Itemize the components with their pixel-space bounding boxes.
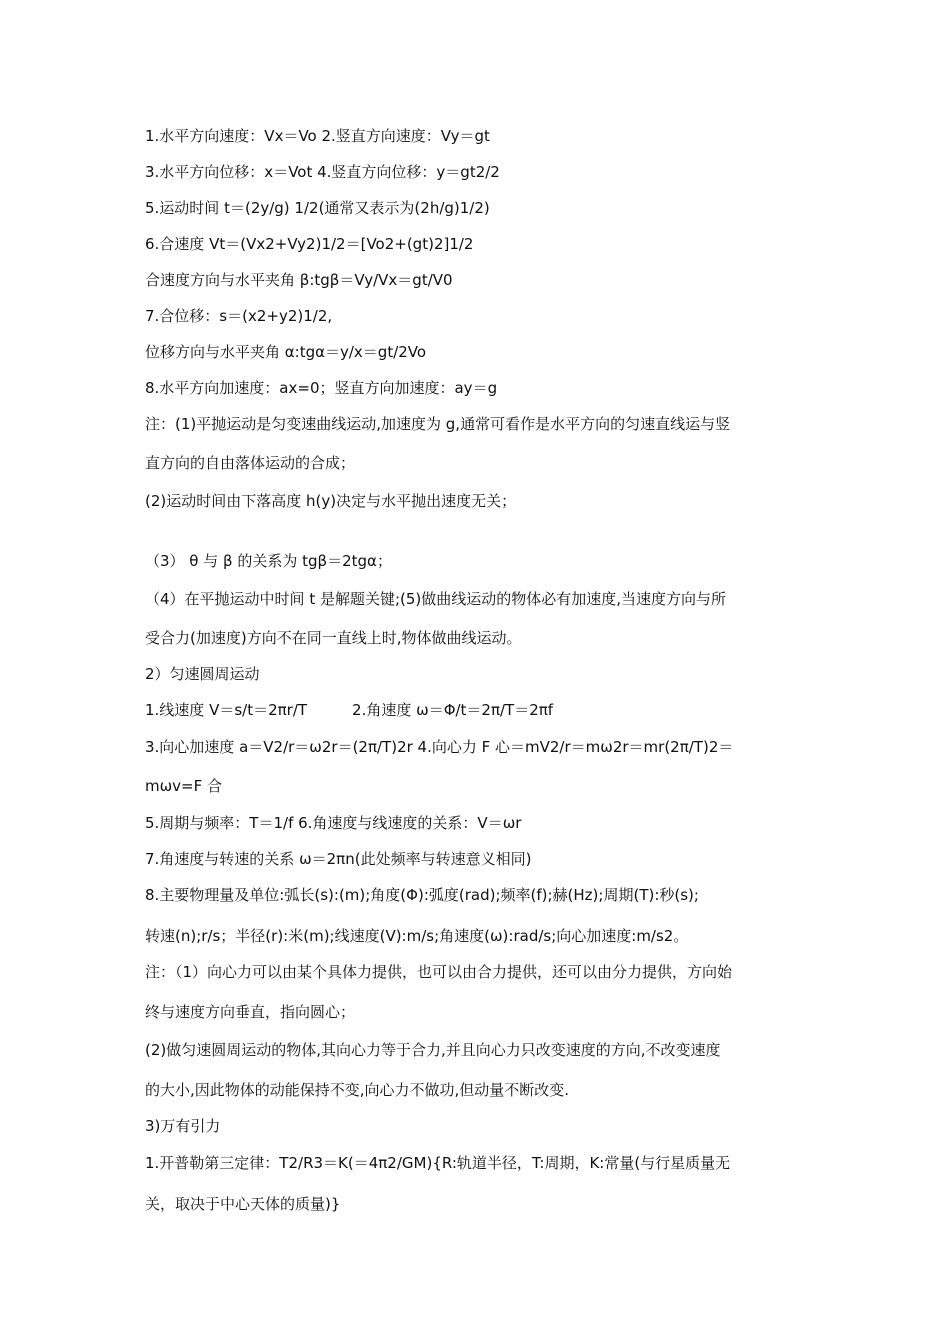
- text-line: 3.水平方向位移：x＝Vot 4.竖直方向位移：y＝gt2/2: [145, 163, 500, 181]
- text-line: (2)做匀速圆周运动的物体,其向心力等于合力,并且向心力只改变速度的方向,不改变速度: [145, 1041, 721, 1059]
- text-line: 转速(n);r/s；半径(r):米(m);线速度(V):m/s;角速度(ω):rad/s;向心加速度:m/s2。: [145, 927, 689, 945]
- text-line: 3)万有引力: [145, 1117, 221, 1135]
- text-line: mωv=F 合: [145, 777, 223, 795]
- text-line: 关，取决于中心天体的质量)}: [145, 1195, 341, 1213]
- text-line: 位移方向与水平夹角 α:tgα＝y/x＝gt/2Vo: [145, 343, 427, 361]
- text-line: 3.向心加速度 a＝V2/r＝ω2r＝(2π/T)2r 4.向心力 F 心＝mV2/r＝mω2r＝mr(2π/T)2＝: [145, 738, 734, 756]
- text-line: 注：(1)平抛运动是匀变速曲线运动,加速度为 g,通常可看作是水平方向的匀速直线运与竖: [145, 415, 731, 433]
- text-line: 1.开普勒第三定律：T2/R3＝K(＝4π2/GM){R:轨道半径，T:周期，K:常量(与行星质量无: [145, 1154, 731, 1172]
- text-line: 受合力(加速度)方向不在同一直线上时,物体做曲线运动。: [145, 629, 522, 647]
- text-line: 注：（1）向心力可以由某个具体力提供，也可以由合力提供，还可以由分力提供，方向始: [145, 963, 733, 981]
- text-line: 5.运动时间 t＝(2y/g) 1/2(通常又表示为(2h/g)1/2): [145, 199, 490, 217]
- text-line: 1.水平方向速度：Vx＝Vo 2.竖直方向速度：Vy＝gt: [145, 127, 490, 145]
- text-line: 终与速度方向垂直，指向圆心；: [145, 1003, 356, 1021]
- text-line: 8.主要物理量及单位:弧长(s):(m);角度(Φ):弧度(rad);频率(f);赫(Hz);周期(T):秒(s);: [145, 886, 699, 904]
- text-line: (2)运动时间由下落高度 h(y)决定与水平抛出速度无关；: [145, 492, 517, 510]
- text-line: 5.周期与频率：T＝1/f 6.角速度与线速度的关系：V＝ωr: [145, 814, 522, 832]
- text-line: 6.合速度 Vt＝(Vx2+Vy2)1/2＝[Vo2+(gt)2]1/2: [145, 235, 474, 253]
- text-line: （4）在平抛运动中时间 t 是解题关键;(5)做曲线运动的物体必有加速度,当速度方向与所: [145, 590, 727, 608]
- text-line: （3） θ 与 β 的关系为 tgβ＝2tgα；: [145, 552, 392, 570]
- text-line: 直方向的自由落体运动的合成；: [145, 454, 356, 472]
- text-line: 7.合位移：s＝(x2+y2)1/2,: [145, 307, 333, 325]
- text-line: 2）匀速圆周运动: [145, 665, 260, 683]
- text-line: 7.角速度与转速的关系 ω＝2πn(此处频率与转速意义相同): [145, 850, 532, 868]
- text-line: 合速度方向与水平夹角 β:tgβ＝Vy/Vx＝gt/V0: [145, 271, 453, 289]
- text-line: 1.线速度 V＝s/t＝2πr/T 2.角速度 ω＝Φ/t＝2π/T＝2πf: [145, 701, 554, 719]
- text-line: 8.水平方向加速度：ax=0；竖直方向加速度：ay＝g: [145, 379, 498, 397]
- text-line: 的大小,因此物体的动能保持不变,向心力不做功,但动量不断改变.: [145, 1081, 570, 1099]
